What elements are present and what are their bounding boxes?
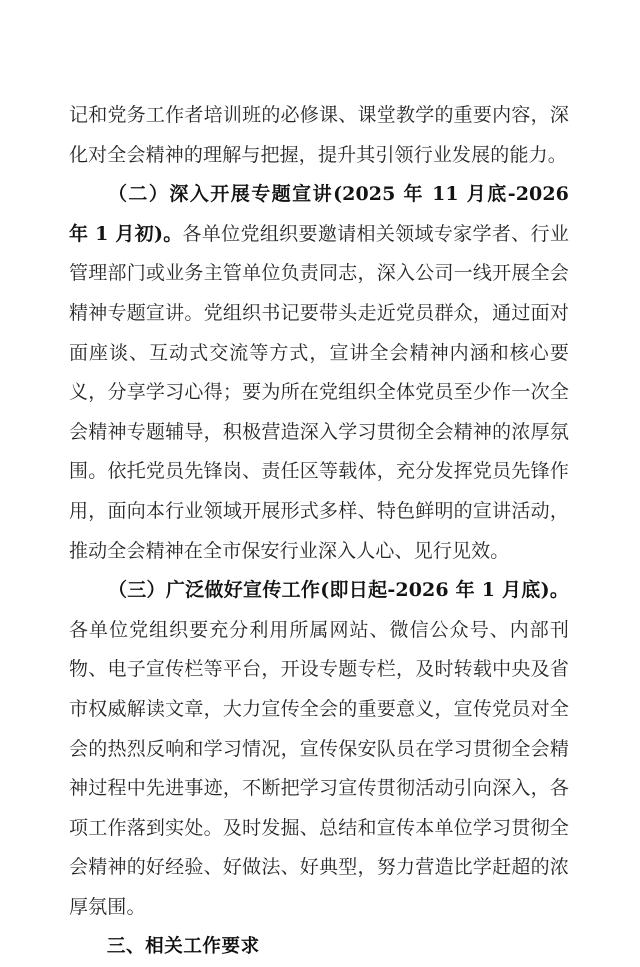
section-three-heading-run: （三）广泛做好宣传工作(即日起-2026 年 1 月底)。 xyxy=(107,579,569,602)
document-text-column xyxy=(69,96,569,967)
section-two-body-run: 各单位党组织要邀请相关领域专家学者、行业管理部门或业务主管单位负责同志，深入公司一线开展全会精神专题宣讲。党组织书记要带头走近党员群众，通过面对面座谈、互动式交流等方式，宣讲全会精神内涵和核心要义，分享学习心得；要为所在党组织全体党员至少作一次全会精神专题辅导，积极营造深入学习贯彻全会精神的浓厚氛围。依托党员先锋岗、责任区等载体，充分发挥党员先锋作用，面向本行业领域开展形式多样、特色鲜明的宣讲活动，推动全会精神在全市保安行业深入人心、见行见效。 xyxy=(69,222,569,562)
paragraph-section-two xyxy=(69,175,569,571)
section-three-body-run: 各单位党组织要充分利用所属网站、微信公众号、内部刊物、电子宣传栏等平台，开设专题专栏，及时转载中央及省市权威解读文章，大力宣传全会的重要意义，宣传党员对全会的热烈反响和学习情况，宣传保安队员在学习贯彻全会精神过程中先进事迹，不断把学习宣传贯彻活动引向深入，各项工作落到实处。及时发掘、总结和宣传本单位学习贯彻全会精神的好经验、好做法、好典型，努力营造比学赶超的浓厚氛围。 xyxy=(69,618,569,918)
paragraph-section-three xyxy=(69,571,569,927)
heading-related-work-requirements: 三、相关工作要求 xyxy=(106,936,260,958)
paragraph-continuation: 记和党务工作者培训班的必修课、课堂教学的重要内容，深化对全会精神的理解与把握，提升其引领行业发展的能力。 xyxy=(69,104,569,166)
section-two-heading-run: （二）深入开展专题宣讲(2025 年 11 月底-2026 年 1 月初)。 xyxy=(69,183,569,245)
